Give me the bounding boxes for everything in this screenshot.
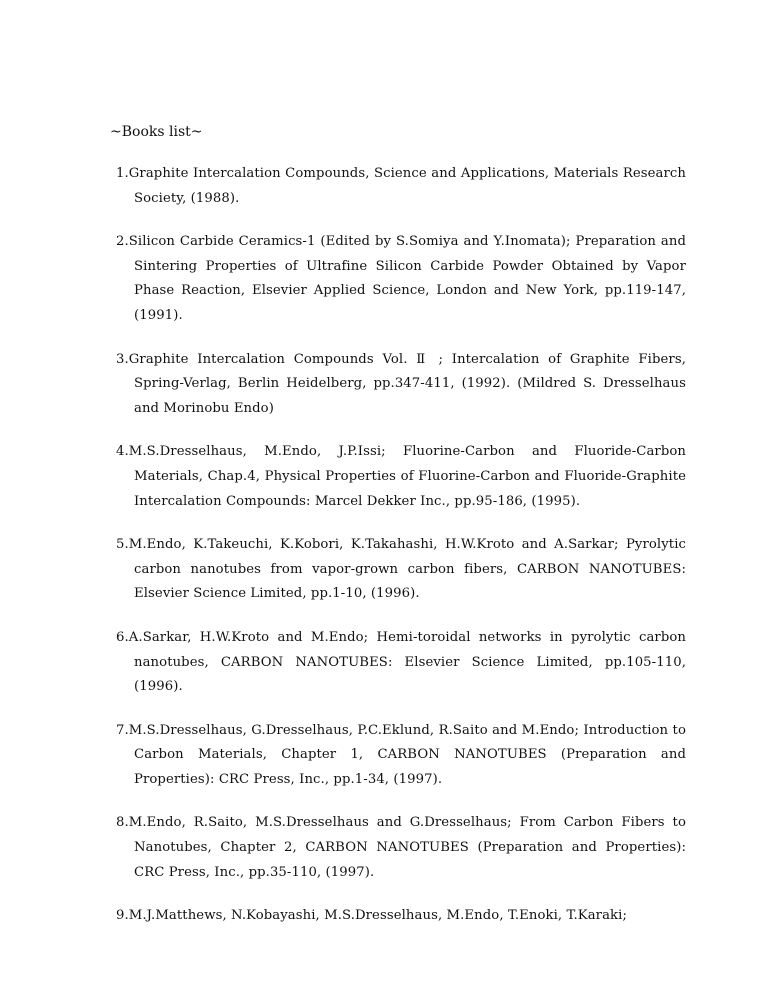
book-entry-3: 3.Graphite Intercalation Compounds Vol. Ⅱ ; Intercalation of Graphite Fibers, Spring-Verlag, Berlin Heidelberg, pp.347-411, (1992). (Mildred S. Dresselhaus and Morinobu Endo) (116, 351, 686, 416)
book-entry-6: 6.A.Sarkar, H.W.Kroto and M.Endo; Hemi-toroidal networks in pyrolytic carbon nanotubes, CARBON NANOTUBES: Elsevier Science Limited, pp.105-110, (1996). (116, 629, 686, 695)
book-entry-5: 5.M.Endo, K.Takeuchi, K.Kobori, K.Takahashi, H.W.Kroto and A.Sarkar; Pyrolytic carbon nanotubes from vapor-grown carbon fibers, CARBON NANOTUBES: Elsevier Science Limited, pp.1-10, (1996). (116, 537, 686, 602)
book-entry-9: 9.M.J.Matthews, N.Kobayashi, M.S.Dresselhaus, M.Endo, T.Enoki, T.Karaki; (116, 908, 627, 924)
book-entry-2: 2.Silicon Carbide Ceramics-1 (Edited by S.Somiya and Y.Inomata); Preparation and Sintering Properties of Ultrafine Silicon Carbide Powder Obtained by Vapor Phase Reaction, Elsevier Applied Science, London and New York, pp.119-147, (1991). (116, 234, 686, 323)
book-entry-4: 4.M.S.Dresselhaus, M.Endo, J.P.Issi; Fluorine-Carbon and Fluoride-Carbon Materials, Chap.4, Physical Properties of Fluorine-Carbon and Fluoride-Graphite Intercalation Compounds: Marcel Dekker Inc., pp.95-186, (1995). (116, 444, 686, 509)
book-entry-7: 7.M.S.Dresselhaus, G.Dresselhaus, P.C.Eklund, R.Saito and M.Endo; Introduction to Carbon Materials, Chapter 1, CARBON NANOTUBES (Preparation and Properties): CRC Press, Inc., pp.1-34, (1997). (116, 722, 686, 787)
book-entry-1: 1.Graphite Intercalation Compounds, Science and Applications, Materials Research Society, (1988). (116, 166, 686, 206)
books-list-heading: ~Books list~ (110, 124, 203, 140)
books-list (116, 162, 686, 948)
book-entry-8: 8.M.Endo, R.Saito, M.S.Dresselhaus and G.Dresselhaus; From Carbon Fibers to Nanotubes, Chapter 2, CARBON NANOTUBES (Preparation and Properties): CRC Press, Inc., pp.35-110, (1997). (116, 815, 686, 880)
